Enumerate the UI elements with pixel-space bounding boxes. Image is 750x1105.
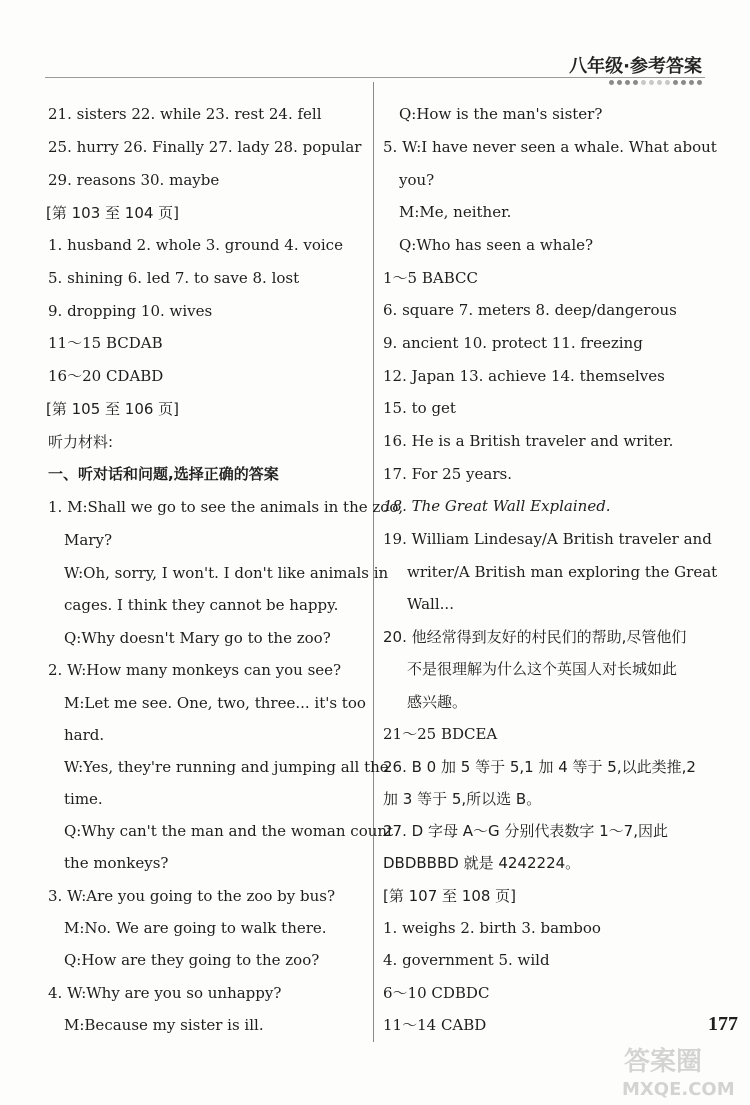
- text-line: 19. William Lindesay/A British traveler and: [383, 530, 712, 548]
- text-line: 9. dropping 10. wives: [48, 302, 213, 320]
- column-divider: [373, 82, 374, 1042]
- dot: [625, 80, 630, 85]
- text-line: 21. sisters 22. while 23. rest 24. fell: [48, 105, 322, 123]
- text-line: M:No. We are going to walk there.: [64, 919, 327, 937]
- text-line: 2. W:How many monkeys can you see?: [48, 661, 342, 679]
- text-line: Q:Why doesn't Mary go to the zoo?: [64, 629, 331, 647]
- text-line: 1～5 BABCC: [383, 269, 478, 287]
- dot: [657, 80, 662, 85]
- watermark-logo: [614, 1040, 744, 1100]
- text-line: 感兴趣。: [407, 693, 468, 711]
- text-line: Mary?: [64, 531, 112, 549]
- dot: [641, 80, 646, 85]
- text-line: M:Let me see. One, two, three... it's too: [64, 694, 366, 712]
- text-line: the monkeys?: [64, 854, 169, 872]
- text-line: 20. 他经常得到友好的村民们的帮助,尽管他们: [383, 628, 687, 646]
- text-line: hard.: [64, 726, 105, 744]
- text-line: 加 3 等于 5,所以选 B。: [383, 790, 542, 808]
- dot: [673, 80, 678, 85]
- header-dots-decoration: [609, 80, 702, 85]
- text-line: Q:Why can't the man and the woman count: [64, 822, 394, 840]
- text-line: Q:How is the man's sister?: [399, 105, 603, 123]
- text-line: W:Yes, they're running and jumping all the: [64, 758, 389, 776]
- dot: [649, 80, 654, 85]
- text-line: 15. to get: [383, 399, 456, 417]
- text-line: 5. shining 6. led 7. to save 8. lost: [48, 269, 300, 287]
- text-line: 听力材料:: [48, 433, 114, 451]
- text-line: 18. The Great Wall Explained.: [383, 497, 611, 515]
- text-line: 5. W:I have never seen a whale. What about: [383, 138, 717, 156]
- text-line: you?: [399, 171, 435, 189]
- section-heading: [第 105 至 106 页]: [46, 400, 180, 418]
- dot: [665, 80, 670, 85]
- text-line: 1. M:Shall we go to see the animals in the zoo,: [48, 498, 404, 516]
- text-line: 3. W:Are you going to the zoo by bus?: [48, 887, 336, 905]
- watermark-text: 答案圈: [624, 1047, 703, 1077]
- dot: [689, 80, 694, 85]
- dot: [697, 80, 702, 85]
- dot: [609, 80, 614, 85]
- text-line: M:Because my sister is ill.: [64, 1016, 264, 1034]
- text-line: W:Oh, sorry, I won't. I don't like animals in: [64, 564, 389, 582]
- text-line: 12. Japan 13. achieve 14. themselves: [383, 367, 665, 385]
- page-header-title: 八年级·参考答案: [569, 56, 702, 77]
- section-heading: [第 107 至 108 页]: [383, 887, 517, 905]
- text-line: 16. He is a British traveler and writer.: [383, 432, 674, 450]
- section-heading: [第 103 至 104 页]: [46, 204, 180, 222]
- text-line: DBDBBBD 就是 4242224。: [383, 854, 581, 872]
- header-rule: [45, 77, 705, 78]
- text-line: 1. weighs 2. birth 3. bamboo: [383, 919, 601, 937]
- text-line: 17. For 25 years.: [383, 465, 512, 483]
- text-line: 16～20 CDABD: [48, 367, 164, 385]
- text-line: time.: [64, 790, 103, 808]
- text-line: 6. square 7. meters 8. deep/dangerous: [383, 301, 677, 319]
- text-line: M:Me, neither.: [399, 203, 512, 221]
- dot: [681, 80, 686, 85]
- text-line: Wall...: [407, 595, 454, 613]
- text-line: 11～14 CABD: [383, 1016, 487, 1034]
- watermark-url: MXQE.COM: [622, 1079, 735, 1100]
- text-line: 不是很理解为什么这个英国人对长城如此: [407, 660, 678, 678]
- text-line: 11～15 BCDAB: [48, 334, 163, 352]
- subsection-heading: 一、听对话和问题,选择正确的答案: [48, 465, 279, 483]
- text-line: cages. I think they cannot be happy.: [64, 596, 339, 614]
- text-line: 26. B 0 加 5 等于 5,1 加 4 等于 5,以此类推,2: [383, 758, 696, 776]
- text-line: 1. husband 2. whole 3. ground 4. voice: [48, 236, 343, 254]
- text-line: Q:Who has seen a whale?: [399, 236, 594, 254]
- text-line: 21～25 BDCEA: [383, 725, 498, 743]
- text-line: Q:How are they going to the zoo?: [64, 951, 320, 969]
- text-line: 4. government 5. wild: [383, 951, 550, 969]
- text-line: 25. hurry 26. Finally 27. lady 28. popular: [48, 138, 362, 156]
- text-line: writer/A British man exploring the Great: [407, 563, 718, 581]
- text-line: 4. W:Why are you so unhappy?: [48, 984, 282, 1002]
- text-line: 6～10 CDBDC: [383, 984, 490, 1002]
- dot: [633, 80, 638, 85]
- text-line: 27. D 字母 A～G 分别代表数字 1～7,因此: [383, 822, 668, 840]
- dot: [617, 80, 622, 85]
- text-line: 29. reasons 30. maybe: [48, 171, 220, 189]
- text-line: 9. ancient 10. protect 11. freezing: [383, 334, 643, 352]
- page-number: 177: [708, 1013, 738, 1035]
